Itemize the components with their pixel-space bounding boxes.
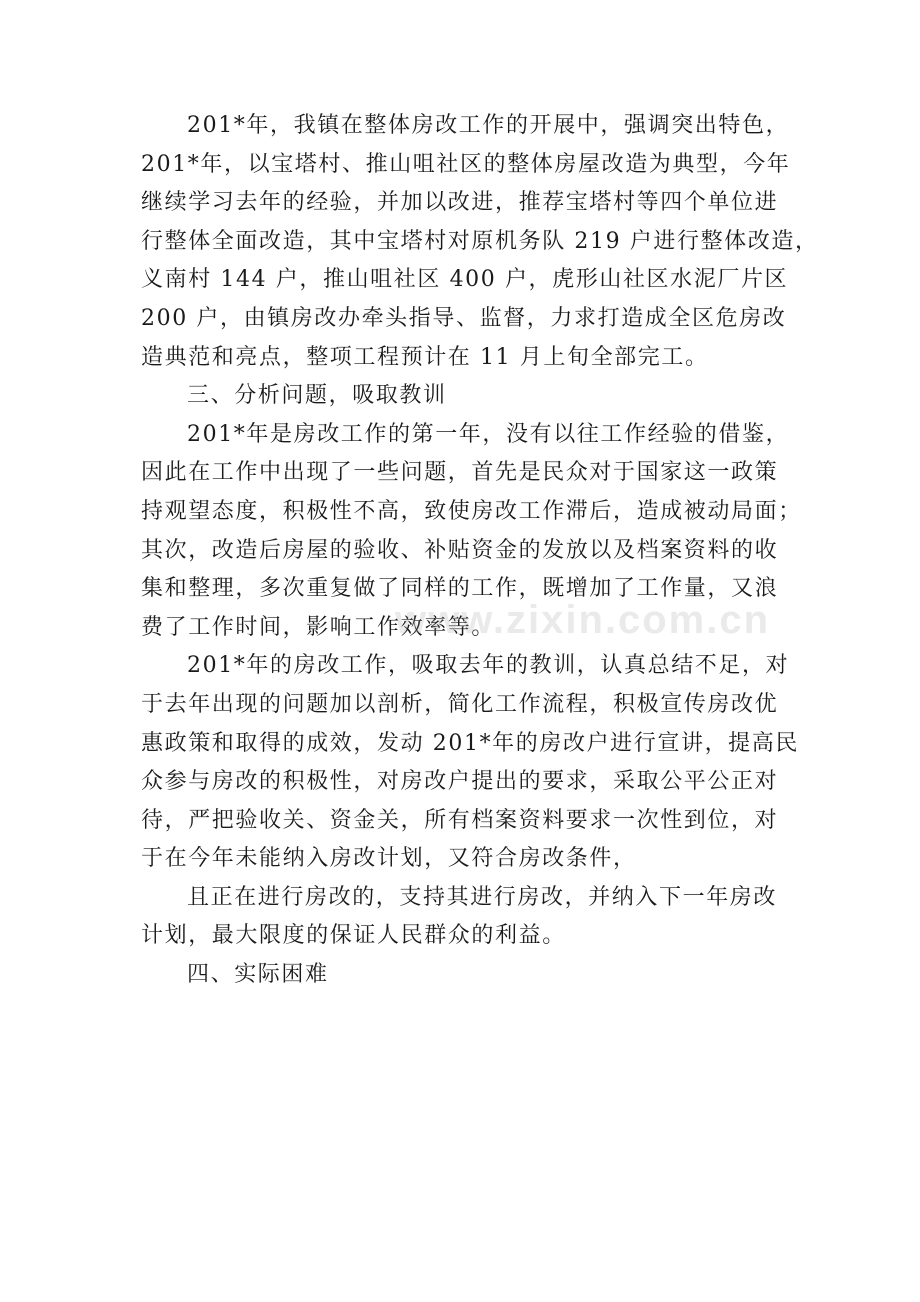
paragraph-line: 待，严把验收关、资金关，所有档案资料要求一次性到位，对 [141, 807, 779, 833]
paragraph-line: 计划，最大限度的保证人民群众的利益。 [141, 923, 566, 949]
paragraph-line: 惠政策和取得的成效，发动 201*年的房改户进行宣讲，提高民 [141, 730, 799, 756]
document-body [141, 107, 819, 995]
paragraph-line: 义南村 144 户，推山咀社区 400 户，虎形山社区水泥厂片区 [141, 267, 789, 293]
paragraph-line: 行整体全面改造，其中宝塔村对原机务队 219 户进行整体改造， [141, 228, 819, 254]
paragraph-line: 众参与房改的积极性，对房改户提出的要求，采取公平公正对 [141, 769, 779, 795]
paragraph-line: 于去年出现的问题加以剖析，简化工作流程，积极宣传房改优 [141, 691, 779, 717]
section-heading: 三、分析问题，吸取教训 [187, 383, 447, 409]
paragraph-line: 201*年是房改工作的第一年，没有以往工作经验的借鉴， [187, 421, 790, 447]
paragraph-line: 继续学习去年的经验，并加以改进，推荐宝塔村等四个单位进 [141, 190, 779, 216]
paragraph-line: 因此在工作中出现了一些问题，首先是民众对于国家这一政策 [141, 460, 779, 486]
paragraph-line: 费了工作时间，影响工作效率等。 [141, 614, 496, 640]
paragraph-line: 造典范和亮点，整项工程预计在 11 月上旬全部完工。 [141, 344, 709, 370]
paragraph-line: 其次，改造后房屋的验收、补贴资金的发放以及档案资料的收 [141, 537, 779, 563]
paragraph-line: 200 户，由镇房改办牵头指导、监督，力求打造成全区危房改 [141, 305, 787, 331]
paragraph-line: 且正在进行房改的，支持其进行房改，并纳入下一年房改 [187, 884, 778, 910]
paragraph-line: 持观望态度，积极性不高，致使房改工作滞后，造成被动局面； [141, 498, 802, 524]
section-heading: 四、实际困难 [187, 962, 329, 988]
paragraph-line: 201*年，我镇在整体房改工作的开展中，强调突出特色， [187, 113, 790, 138]
watermark: www.zixin.com.cn [395, 598, 771, 642]
paragraph-line: 于在今年未能纳入房改计划，又符合房改条件， [141, 846, 637, 872]
paragraph-line: 集和整理，多次重复做了同样的工作，既增加了工作量，又浪 [141, 576, 779, 602]
paragraph-line: 201*年，以宝塔村、推山咀社区的整体房屋改造为典型，今年 [141, 151, 791, 177]
paragraph-line: 201*年的房改工作，吸取去年的教训，认真总结不足，对 [187, 653, 790, 679]
